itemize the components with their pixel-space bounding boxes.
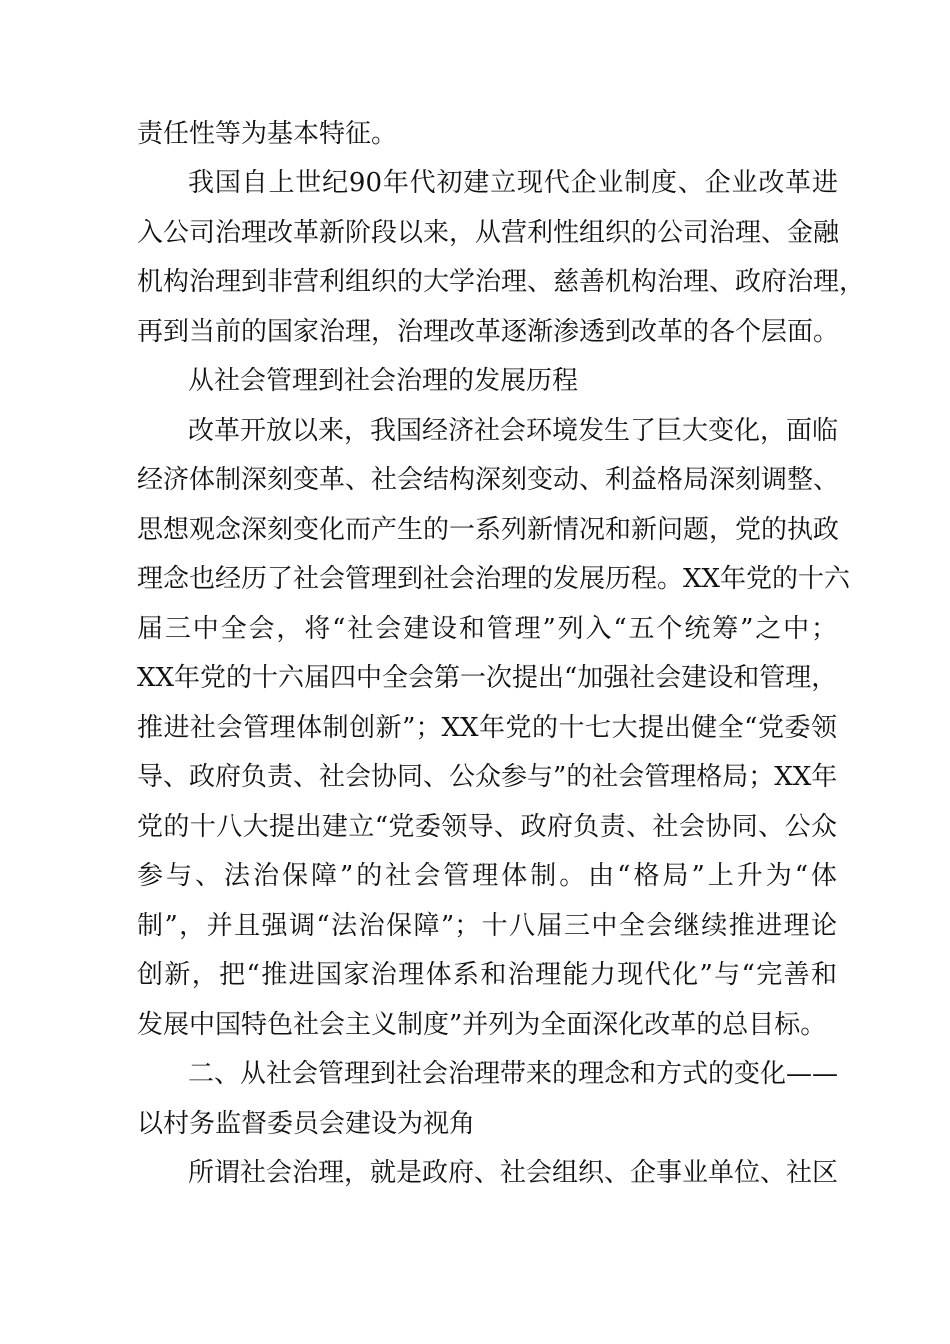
paragraph-line: 发展中国特色社会主义制度”并列为全面深化改革的总目标。 <box>137 1010 827 1040</box>
paragraph-line: 参与、法治保障”的社会管理体制。由“格局”上升为“体 <box>137 861 837 891</box>
paragraph-line: 改革开放以来，我国经济社会环境发生了巨大变化，面临 <box>188 416 839 446</box>
paragraph-line: 我国自上世纪90年代初建立现代企业制度、企业改革进 <box>188 168 838 198</box>
section-heading: 以村务监督委员会建设为视角 <box>137 1109 476 1139</box>
paragraph-line: 再到当前的国家治理，治理改革逐渐渗透到改革的各个层面。 <box>137 317 840 347</box>
paragraph-line: 推进社会管理体制创新”；XX年党的十七大提出健全“党委领 <box>137 713 837 743</box>
paragraph-line: 创新，把“推进国家治理体系和治理能力现代化”与“完善和 <box>137 960 837 990</box>
paragraph-line: XX年党的十六届四中全会第一次提出“加强社会建设和管理， <box>137 663 838 693</box>
paragraph-line: 导、政府负责、社会协同、公众参与”的社会管理格局；XX年 <box>137 762 838 792</box>
paragraph-line: 制”，并且强调“法治保障”；十八届三中全会继续推进理论 <box>137 911 837 941</box>
paragraph-line: 入公司治理改革新阶段以来，从营利性组织的公司治理、金融 <box>137 218 840 248</box>
paragraph-line: 机构治理到非营利组织的大学治理、慈善机构治理、政府治理， <box>137 267 866 297</box>
paragraph-line: 届三中全会，将“社会建设和管理”列入“五个统筹”之中； <box>137 614 837 644</box>
section-heading: 从社会管理到社会治理的发展历程 <box>188 366 579 396</box>
paragraph-line: 经济体制深刻变革、社会结构深刻变动、利益格局深刻调整、 <box>137 465 840 495</box>
paragraph-line: 责任性等为基本特征。 <box>137 119 398 149</box>
section-heading: 二、从社会管理到社会治理带来的理念和方式的变化—— <box>188 1059 839 1089</box>
paragraph-line: 党的十八大提出建立“党委领导、政府负责、社会协同、公众 <box>137 812 837 842</box>
paragraph-line: 思想观念深刻变化而产生的一系列新情况和新问题，党的执政 <box>137 515 840 545</box>
paragraph-line: 理念也经历了社会管理到社会治理的发展历程。XX年党的十六 <box>137 564 851 594</box>
paragraph-line: 所谓社会治理，就是政府、社会组织、企事业单位、社区 <box>188 1158 839 1188</box>
